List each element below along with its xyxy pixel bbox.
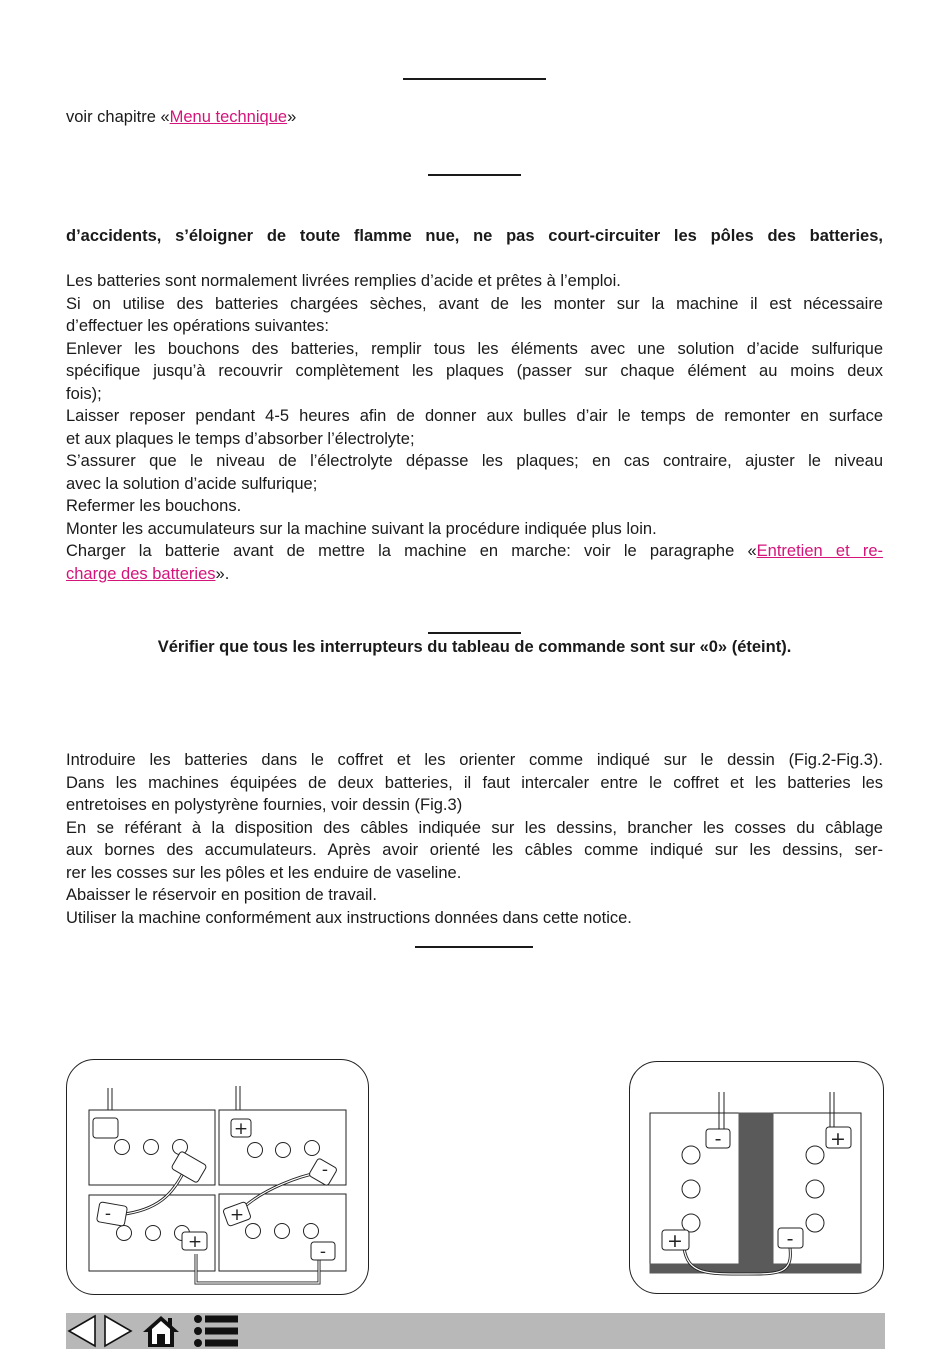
paragraph-line: aux bornes des accumulateurs. Après avoir orienté les câbles comme indiqué sur les dessins, ser-	[66, 841, 883, 859]
home-button[interactable]	[140, 1313, 182, 1349]
paragraph-line: rer les cosses sur les pôles et les enduire de vaseline.	[66, 863, 462, 882]
paragraph-line: Introduire les batteries dans le coffret et les orienter comme indiqué sur le dessin (Fig.2-Fig.3).	[66, 751, 883, 769]
plus-sign: +	[667, 1230, 683, 1252]
next-page-icon	[102, 1313, 134, 1349]
plus-sign: +	[229, 1205, 245, 1225]
paragraph-line: avec la solution d’acide sulfurique;	[66, 474, 318, 493]
plus-sign: +	[830, 1128, 846, 1150]
paragraph-line: Utiliser la machine conformément aux instructions données dans cette notice.	[66, 908, 632, 927]
next-page-button[interactable]	[102, 1313, 134, 1349]
heading-rule-1	[403, 78, 546, 80]
paragraph-line: Abaisser le réservoir en position de travail.	[66, 886, 377, 904]
technical-menu-reference	[66, 106, 883, 129]
link-entretien-recharge-part2[interactable]: charge des batteries	[66, 564, 216, 583]
paragraph-line: Si on utilise des batteries chargées sèches, avant de les monter sur la machine il est nécessaire	[66, 294, 883, 313]
heading-rule-2	[428, 174, 521, 176]
paragraph-line: Monter les accumulateurs sur la machine suivant la procédure indiquée plus loin.	[66, 519, 657, 538]
paragraph-line: En se référant à la disposition des câbles indiquée sur les dessins, brancher les cosses du câblage	[66, 818, 883, 837]
contents-button[interactable]	[190, 1313, 240, 1349]
paragraph-line: S’assurer que le niveau de l’électrolyte dépasse les plaques; en cas contraire, ajuster le niveau	[66, 452, 883, 470]
paragraph-line: Dans les machines équipées de deux batteries, il faut intercaler entre le coffret et les batteries les	[66, 773, 883, 792]
link-entretien-recharge-part1[interactable]: Entretien et re-	[756, 542, 884, 560]
home-icon	[140, 1313, 182, 1349]
charge-text: Charger la batterie avant de mettre la machine en marche: voir le paragraphe «	[66, 542, 757, 560]
minus-sign: -	[319, 1242, 327, 1262]
plus-sign: +	[187, 1232, 203, 1252]
charge-line	[66, 540, 883, 563]
paragraph-line: fois);	[66, 384, 102, 403]
paragraph-line: entretoises en polystyrène fournies, voir dessin (Fig.3)	[66, 796, 463, 814]
switch-notice: Vérifier que tous les interrupteurs du tableau de commande sont sur «0» (éteint).	[157, 638, 792, 656]
previous-page-icon	[66, 1313, 98, 1349]
heading-rule-4	[415, 946, 533, 948]
four-battery-wiring-diagram	[65, 1058, 371, 1296]
two-battery-wiring-diagram	[628, 1060, 886, 1296]
paragraph-line: Refermer les bouchons.	[66, 497, 242, 515]
paragraph-line: d’effectuer les opérations suivantes:	[66, 317, 329, 335]
minus-sign: -	[104, 1204, 112, 1224]
previous-page-button[interactable]	[66, 1313, 98, 1349]
reference-prefix: voir chapitre «	[66, 108, 170, 126]
contents-list-icon	[190, 1313, 240, 1349]
link-menu-technique[interactable]: Menu technique	[169, 108, 288, 126]
paragraph-line: Enlever les bouchons des batteries, remplir tous les éléments avec une solution d’acide sulfurique	[66, 339, 883, 358]
minus-sign: -	[786, 1228, 794, 1250]
reference-suffix: »	[287, 108, 297, 126]
paragraph-line: spécifique jusqu’à recouvrir complètement les plaques (passer sur chaque élément au moins deux	[66, 362, 883, 380]
heading-rule-3	[428, 632, 521, 634]
navigation-bar	[66, 1313, 885, 1349]
minus-sign: -	[321, 1160, 329, 1180]
paragraph-line: et aux plaques le temps d’absorber l’électrolyte;	[66, 429, 415, 448]
minus-sign: -	[714, 1128, 722, 1150]
charge-line-end	[66, 563, 883, 586]
plus-sign: +	[233, 1119, 249, 1139]
paragraph-line: Les batteries sont normalement livrées remplies d’acide et prêtes à l’emploi.	[66, 272, 621, 290]
paragraph-line: Laisser reposer pendant 4-5 heures afin de donner aux bulles d’air le temps de remonter en surface	[66, 407, 883, 425]
charge-suffix: ».	[215, 564, 230, 583]
safety-warning: d’accidents, s’éloigner de toute flamme nue, ne pas court-circuiter les pôles des batteries,	[66, 227, 883, 245]
